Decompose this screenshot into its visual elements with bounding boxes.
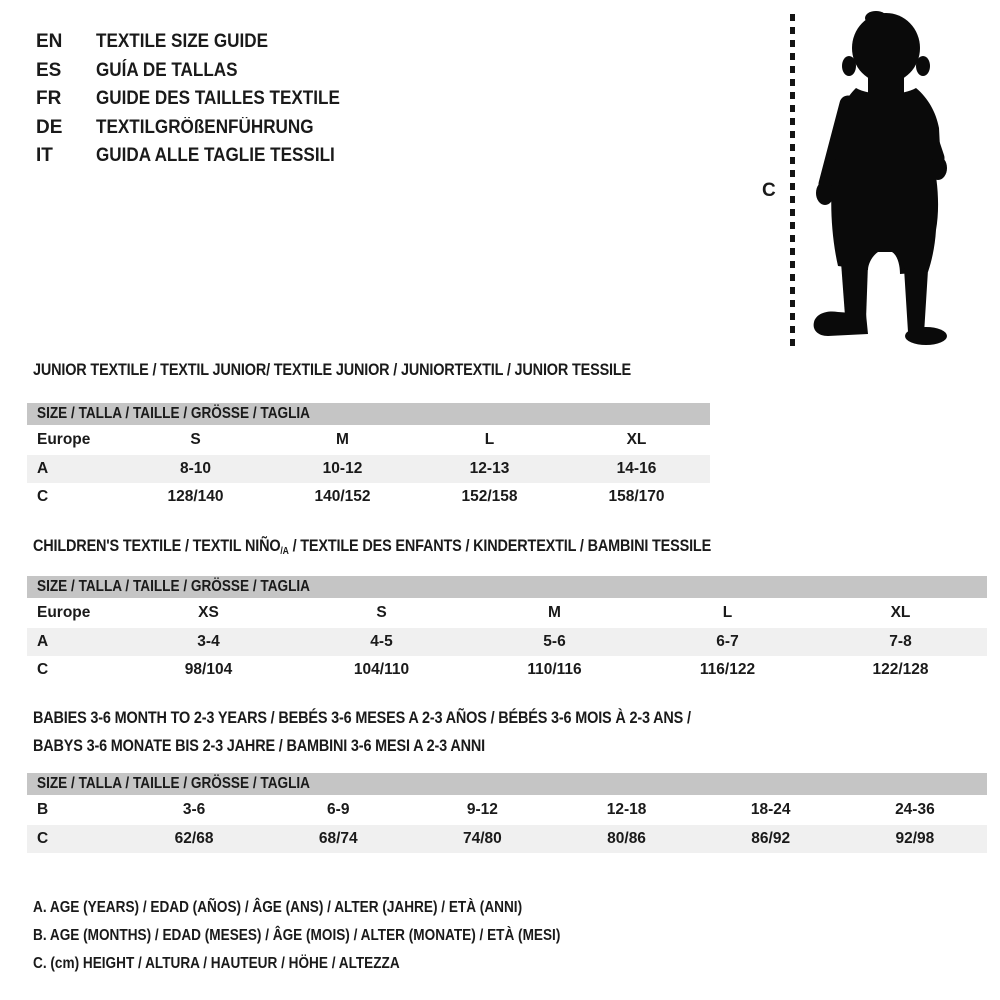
table-cell: 24-36 xyxy=(895,801,935,818)
note-text: C. (cm) HEIGHT / ALTURA / HAUTEUR / HÖHE / ALTEZZA xyxy=(33,955,400,972)
table-cell: 7-8 xyxy=(889,633,912,650)
height-dotted-line xyxy=(790,14,795,346)
language-title: GUIDA ALLE TAGLIE TESSILI xyxy=(96,145,335,167)
table-row xyxy=(27,483,710,511)
size-header-label: SIZE / TALLA / TAILLE / GRÖSSE / TAGLIA xyxy=(37,405,311,422)
table-cell: 92/98 xyxy=(895,830,935,847)
table-cell: 8-10 xyxy=(179,460,212,477)
table-cell: 62/68 xyxy=(174,830,214,847)
language-title: TEXTILGRÖßENFÜHRUNG xyxy=(96,116,314,138)
language-code: EN xyxy=(36,31,63,53)
table-cell: 9-12 xyxy=(466,801,498,818)
table-cell: 122/128 xyxy=(872,661,929,678)
note-age-years xyxy=(33,894,653,922)
language-title: GUÍA DE TALLAS xyxy=(96,59,238,81)
row-label: A xyxy=(37,633,49,650)
height-measure-label: C xyxy=(762,180,776,201)
language-code: IT xyxy=(36,145,53,167)
table-cell: 74/80 xyxy=(462,830,502,847)
table-cell: L xyxy=(484,431,495,448)
junior-heading-text: JUNIOR TEXTILE / TEXTIL JUNIOR/ TEXTILE JUNIOR / JUNIORTEXTIL / JUNIOR TESSILE xyxy=(33,360,632,379)
junior-size-table xyxy=(27,403,710,511)
language-code: ES xyxy=(36,59,62,81)
toddler-silhouette-icon xyxy=(804,10,952,346)
language-title: TEXTILE SIZE GUIDE xyxy=(96,31,268,53)
table-cell: 140/152 xyxy=(314,488,371,505)
language-row-en xyxy=(36,28,367,57)
babies-section-heading xyxy=(33,704,807,760)
table-cell: 6-7 xyxy=(716,633,739,650)
table-row xyxy=(27,628,987,656)
table-cell: 18-24 xyxy=(750,801,791,818)
table-cell: 68/74 xyxy=(318,830,358,847)
table-cell: M xyxy=(548,604,561,621)
row-label: A xyxy=(37,460,49,477)
language-row-fr xyxy=(36,85,367,114)
table-row xyxy=(27,598,987,628)
table-cell: L xyxy=(722,604,733,621)
table-cell: 104/110 xyxy=(353,661,410,678)
table-cell: 5-6 xyxy=(543,633,566,650)
table-cell: 152/158 xyxy=(461,488,518,505)
children-heading-before: CHILDREN'S TEXTILE / TEXTIL NIÑO xyxy=(33,536,281,555)
children-section-heading xyxy=(33,536,831,557)
table-cell: 116/122 xyxy=(699,661,756,678)
language-row-it xyxy=(36,142,367,171)
size-header-bar xyxy=(27,773,987,795)
table-cell: 14-16 xyxy=(616,460,657,477)
table-cell: 3-6 xyxy=(182,801,206,818)
language-code: FR xyxy=(36,88,62,110)
children-heading-after: / TEXTILE DES ENFANTS / KINDERTEXTIL / BAMBINI TESSILE xyxy=(288,536,712,555)
table-cell: 158/170 xyxy=(608,488,665,505)
row-label: Europe xyxy=(37,604,91,621)
children-heading-text xyxy=(33,536,711,557)
table-cell: M xyxy=(336,431,349,448)
table-row xyxy=(27,455,710,483)
table-row xyxy=(27,825,987,853)
table-row xyxy=(27,795,987,825)
table-cell: S xyxy=(376,604,387,621)
note-text: A. AGE (YEARS) / EDAD (AÑOS) / ÂGE (ANS) / ALTER (JAHRE) / ETÀ (ANNI) xyxy=(33,899,523,916)
table-row xyxy=(27,425,710,455)
language-code: DE xyxy=(36,116,63,138)
babies-heading-line2: BABYS 3-6 MONATE BIS 2-3 JAHRE / BAMBINI 3-6 MESI A 2-3 ANNI xyxy=(33,736,486,755)
table-cell: 128/140 xyxy=(167,488,224,505)
table-cell: 12-18 xyxy=(606,801,647,818)
table-cell: S xyxy=(190,431,201,448)
children-heading-subscript: /A xyxy=(280,546,289,558)
row-label: C xyxy=(37,830,49,847)
note-height-cm xyxy=(33,950,653,978)
size-header-bar xyxy=(27,576,987,598)
table-cell: 86/92 xyxy=(751,830,791,847)
legend-notes xyxy=(33,894,653,978)
language-row-es xyxy=(36,57,367,86)
table-row xyxy=(27,656,987,684)
babies-size-table xyxy=(27,773,987,853)
table-cell: 110/116 xyxy=(527,661,582,678)
size-header-bar xyxy=(27,403,710,425)
babies-heading-line1: BABIES 3-6 MONTH TO 2-3 YEARS / BEBÉS 3-6 MESES A 2-3 AÑOS / BÉBÉS 3-6 MOIS À 2-3 ANS / xyxy=(33,708,691,727)
table-cell: 6-9 xyxy=(327,801,350,818)
row-label: Europe xyxy=(37,431,91,448)
language-list xyxy=(36,28,367,171)
table-cell: XS xyxy=(198,604,219,621)
table-cell: 10-12 xyxy=(322,460,363,477)
row-label: B xyxy=(37,801,49,818)
row-label: C xyxy=(37,488,49,505)
size-header-label: SIZE / TALLA / TAILLE / GRÖSSE / TAGLIA xyxy=(37,775,311,792)
table-cell: 3-4 xyxy=(197,633,220,650)
junior-section-heading xyxy=(33,360,737,380)
table-cell: 4-5 xyxy=(370,633,393,650)
language-row-de xyxy=(36,114,367,143)
language-title: GUIDE DES TAILLES TEXTILE xyxy=(96,88,340,110)
size-header-label: SIZE / TALLA / TAILLE / GRÖSSE / TAGLIA xyxy=(37,578,311,595)
table-cell: 98/104 xyxy=(184,661,233,678)
table-cell: 12-13 xyxy=(469,460,510,477)
table-cell: XL xyxy=(890,604,911,621)
table-cell: XL xyxy=(626,431,647,448)
table-cell: 80/86 xyxy=(607,830,646,847)
row-label: C xyxy=(37,661,49,678)
note-age-months xyxy=(33,922,653,950)
children-size-table xyxy=(27,576,987,684)
note-text: B. AGE (MONTHS) / EDAD (MESES) / ÂGE (MOIS) / ALTER (MONATE) / ETÀ (MESI) xyxy=(33,927,561,944)
